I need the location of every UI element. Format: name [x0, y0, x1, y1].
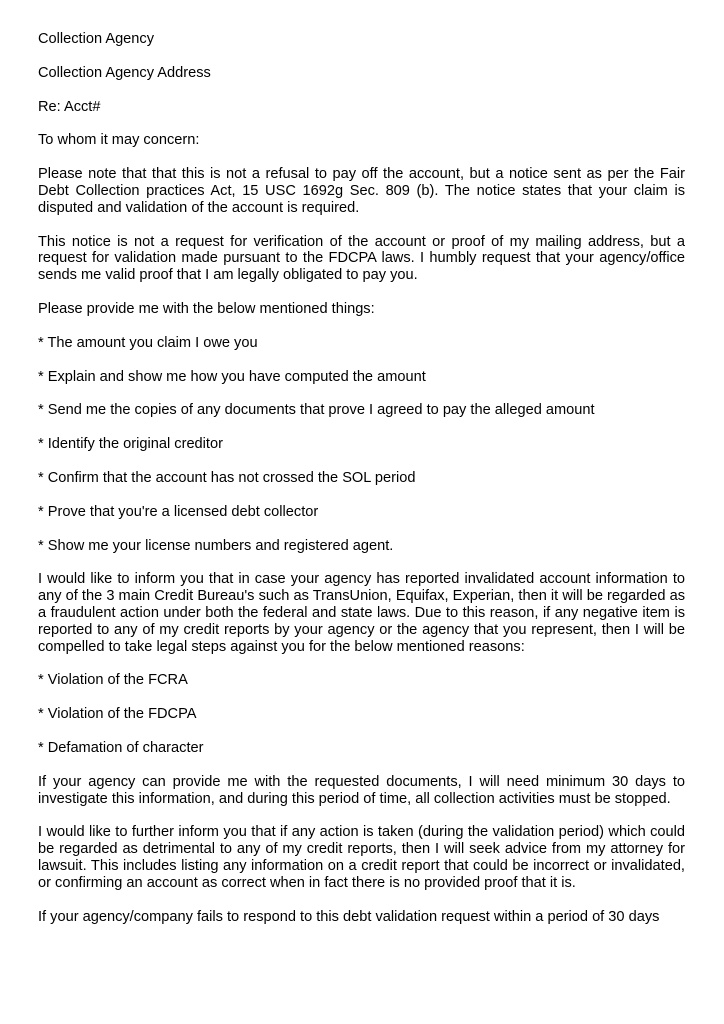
paragraph-validation-request: This notice is not a request for verification of the account or proof of my mailing address, but a request for validation made pursuant to the FDCPA laws. I humbly request that your agency/office sends me valid proof that I am legally obligated to pay you. [38, 233, 685, 284]
list-item: * The amount you claim I owe you [38, 334, 258, 351]
list-item: * Send me the copies of any documents that prove I agreed to pay the alleged amount [38, 402, 595, 419]
account-reference: Re: Acct# [38, 98, 101, 115]
paragraph-legal-advice: I would like to further inform you that if any action is taken (during the validation period) which could be regarded as detrimental to any of my credit reports, then I will seek advice from my attorney for lawsuit. This includes listing any information on a credit report that could be incorrect or invalidated, or confirming an account as correct when in fact there is no provided proof that it is. [38, 824, 685, 891]
list-item: * Identify the original creditor [38, 436, 223, 453]
list-intro: Please provide me with the below mentioned things: [38, 300, 375, 317]
list-item: * Violation of the FDCPA [38, 706, 197, 723]
paragraph-response-deadline: If your agency/company fails to respond to this debt validation request within a period of 30 days [38, 908, 660, 925]
list-item: * Prove that you're a licensed debt collector [38, 503, 319, 520]
paragraph-investigation-period: If your agency can provide me with the requested documents, I will need minimum 30 days to investigate this information, and during this period of time, all collection activities must be stopped. [38, 773, 685, 807]
paragraph-notice: Please note that that this is not a refusal to pay off the account, but a notice sent as per the Fair Debt Collection practices Act, 15 USC 1692g Sec. 809 (b). The notice states that your claim is disputed and validation of the account is required. [38, 166, 685, 216]
list-item: * Show me your license numbers and registered agent. [38, 537, 394, 554]
list-item: * Violation of the FCRA [38, 672, 188, 689]
salutation: To whom it may concern: [38, 132, 200, 149]
list-item: * Explain and show me how you have computed the amount [38, 368, 426, 385]
letter-page [38, 31, 685, 942]
recipient-address: Collection Agency Address [38, 64, 211, 81]
list-item: * Confirm that the account has not crossed the SOL period [38, 469, 416, 486]
paragraph-credit-bureau-warning: I would like to inform you that in case your agency has reported invalidated account information to any of the 3 main Credit Bureau's such as TransUnion, Equifax, Experian, then it will be regarded as a fraudulent action under both the federal and state laws. Due to this reason, if any negative item is reported to any of my credit reports by your agency or the agency that you represent, then I will be compelled to take legal steps against you for the below mentioned reasons: [38, 571, 685, 655]
request-list [38, 335, 685, 555]
list-item: * Defamation of character [38, 739, 204, 756]
recipient-name: Collection Agency [38, 31, 155, 47]
reason-list [38, 672, 685, 756]
